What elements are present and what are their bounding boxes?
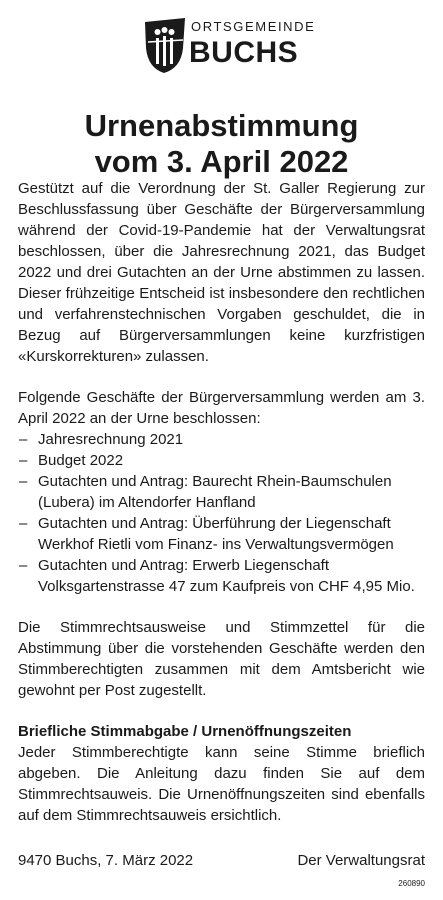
logo-title: BUCHS bbox=[189, 36, 299, 69]
title-line-2: vom 3. April 2022 bbox=[94, 144, 349, 179]
logo-subtitle: ORTSGEMEINDE bbox=[191, 19, 316, 34]
delivery-paragraph: Die Stimmrechtsausweise und Stimmzettel für die Abstimmung über die vorstehenden Geschäfte werden den Stimmberechtigten zusammen mit dem Amtsbericht wie gewohnt per Post zugestellt. bbox=[18, 619, 425, 699]
notice-body bbox=[18, 178, 425, 826]
list-item: – Gutachten und Antrag: Erwerb Liegenschaft Volksgartenstrasse 47 zum Kaufpreis von CHF 4,95 Mio. bbox=[18, 555, 425, 597]
list-item: – Gutachten und Antrag: Überführung der Liegenschaft Werkhof Rietli vom Finanz- ins Verwaltungsvermögen bbox=[18, 513, 425, 555]
crest-icon bbox=[143, 18, 189, 74]
signature: Der Verwaltungsrat bbox=[297, 852, 425, 869]
title-line-1: Urnenabstimmung bbox=[84, 108, 359, 143]
ad-code: 260890 bbox=[398, 879, 425, 888]
list-item: – Jahresrechnung 2021 bbox=[18, 429, 425, 450]
list-intro: Folgende Geschäfte der Bürgerversammlung werden am 3. April 2022 an der Urne beschlossen: bbox=[18, 389, 425, 427]
section-heading: Briefliche Stimmabgabe / Urnenöffnungszeiten bbox=[18, 723, 352, 740]
intro-paragraph: Gestützt auf die Verordnung der St. Galler Regierung zur Beschlussfassung über Geschäfte der Bürgerversammlung während der Covid-19-Pandemie hat der Verwaltungsrat beschlossen, über die Jahresrechnung 2021, das Budget 2022 und drei Gutachten an der Urne abstimmen zu lassen. Dieser frühzeitige Entscheid ist insbesondere den rechtlichen und verfahrenstechnischen Vorgaben geschuldet, die in Bezug auf Bürgerversammlungen keine kurzfristigen «Kurskorrekturen» zulassen. bbox=[18, 180, 425, 365]
postal-vote-paragraph: Jeder Stimmberechtigte kann seine Stimme brieflich abgeben. Die Anleitung dazu finden Sie auf dem Stimmrechtsauweis. Die Urnenöffnungszeiten sind ebenfalls auf dem Stimmrechtsauweis ersichtlich. bbox=[18, 744, 425, 824]
municipality-logo bbox=[143, 16, 316, 76]
place-date: 9470 Buchs, 7. März 2022 bbox=[18, 852, 194, 869]
page-title bbox=[0, 108, 443, 180]
list-item: – Gutachten und Antrag: Baurecht Rhein-Baumschulen (Lubera) im Altendorfer Hanfland bbox=[18, 471, 425, 513]
business-list bbox=[18, 429, 425, 597]
list-item: – Budget 2022 bbox=[18, 450, 425, 471]
